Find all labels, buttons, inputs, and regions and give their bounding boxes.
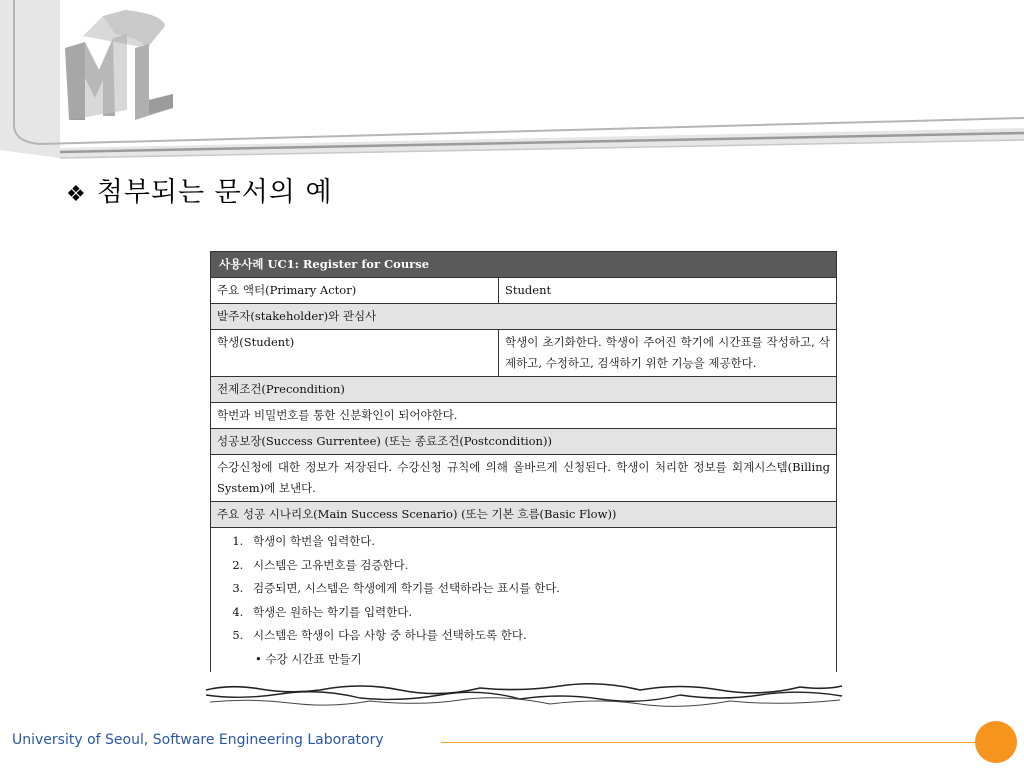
scenario-steps-cell <box>211 528 837 672</box>
scenario-steps-list <box>217 530 830 648</box>
footer-divider <box>441 742 986 743</box>
use-case-table <box>210 251 837 672</box>
list-item: 2. 시스템은 고유번호를 검증한다. <box>247 554 830 578</box>
success-guarantee-label: 성공보장(Success Gurrentee) (또는 종료조건(Postcondition)) <box>211 429 837 455</box>
primary-actor-value: Student <box>499 278 837 304</box>
slide-title <box>66 170 333 209</box>
table-row <box>211 304 837 330</box>
table-row <box>211 502 837 528</box>
table-row <box>211 377 837 403</box>
slide-title-text: 첨부되는 문서의 예 <box>96 177 333 208</box>
list-item: 3. 검증되면, 시스템은 학생에게 학기를 선택하라는 표시를 한다. <box>247 577 830 601</box>
torn-edge-icon <box>200 678 850 708</box>
table-row <box>211 455 837 502</box>
table-row <box>211 278 837 304</box>
diamond-bullet-icon: ❖ <box>66 182 87 207</box>
table-row <box>211 403 837 429</box>
table-header-row <box>211 252 837 278</box>
uml-logo-icon <box>55 8 175 128</box>
stakeholders-label: 발주자(stakeholder)와 관심사 <box>211 304 837 330</box>
use-case-title: 사용사례 UC1: Register for Course <box>211 252 837 278</box>
table-row <box>211 429 837 455</box>
sub-bullet-item: • 수강 시간표 만들기 <box>255 651 362 666</box>
stakeholder-name: 학생(Student) <box>211 330 499 377</box>
stakeholder-interest: 학생이 초기화한다. 학생이 주어진 학기에 시간표를 작성하고, 삭제하고, 수정하고, 검색하기 위한 기능을 제공한다. <box>499 330 837 377</box>
success-guarantee-text: 수강신청에 대한 정보가 저장된다. 수강신청 규칙에 의해 올바르게 신청된다. 학생이 처리한 정보를 회계시스템(Billing System)에 보낸다. <box>211 455 837 502</box>
main-scenario-label: 주요 성공 시나리오(Main Success Scenario) (또는 기본 흐름(Basic Flow)) <box>211 502 837 528</box>
use-case-document <box>210 251 837 672</box>
table-row <box>211 330 837 377</box>
list-item: 1. 학생이 학번을 입력한다. <box>247 530 830 554</box>
table-row <box>211 528 837 672</box>
footer-circle-icon <box>975 721 1017 763</box>
primary-actor-label: 주요 액터(Primary Actor) <box>211 278 499 304</box>
footer-text: University of Seoul, Software Engineering Laboratory <box>12 732 384 748</box>
list-item: 4. 학생은 원하는 학기를 입력한다. <box>247 601 830 625</box>
precondition-text: 학번과 비밀번호를 통한 신분확인이 되어야한다. <box>211 403 837 429</box>
list-item: 5. 시스템은 학생이 다음 사항 중 하나를 선택하도록 한다. <box>247 624 830 648</box>
precondition-label: 전제조건(Precondition) <box>211 377 837 403</box>
